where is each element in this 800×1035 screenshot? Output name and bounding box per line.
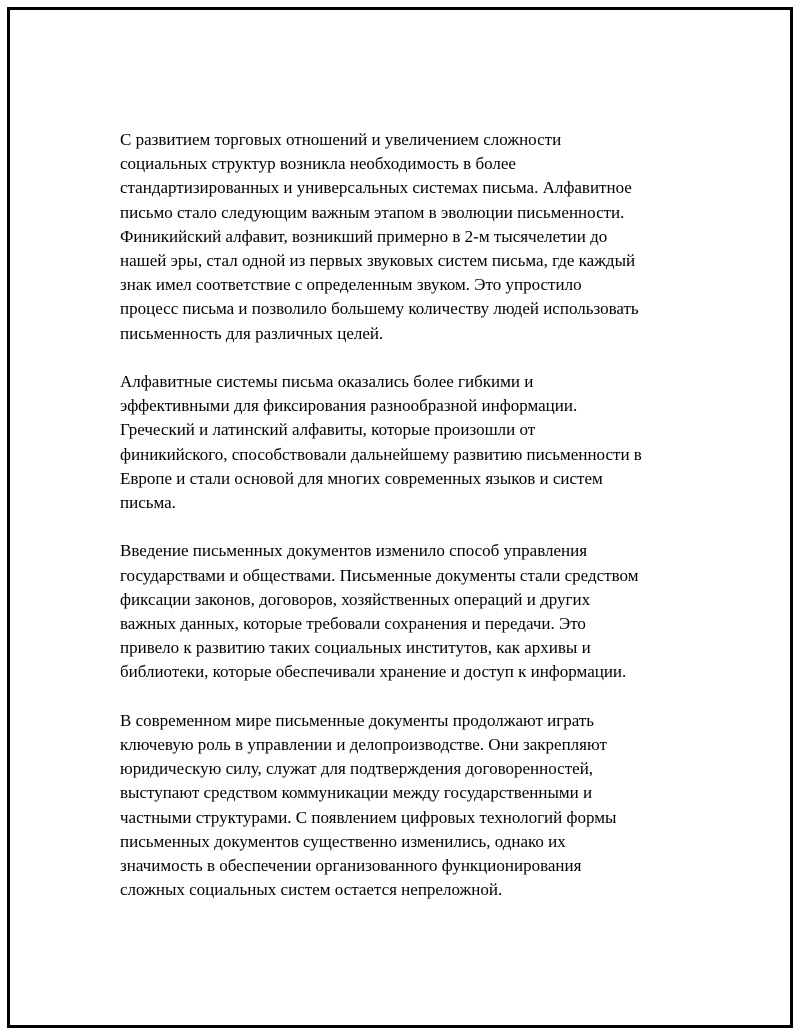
text-line: библиотеки, которые обеспечивали хранение и доступ к информации.	[120, 662, 627, 682]
text-line: С развитием торговых отношений и увеличением сложности	[120, 130, 562, 149]
text-line: юридическую силу, служат для подтверждения договоренностей,	[120, 759, 594, 779]
text-line: Европе и стали основой для многих современных языков и систем	[120, 468, 603, 488]
text-line: выступают средством коммуникации между государственными и	[120, 783, 593, 803]
paragraph-1	[120, 128, 700, 346]
text-line: государствами и обществами. Письменные документы стали средством	[120, 565, 639, 585]
text-line: Греческий и латинский алфавиты, которые произошли от	[120, 420, 536, 440]
text-line: В современном мире письменные документы продолжают играть	[120, 710, 595, 730]
text-line: стандартизированных и универсальных системах письма. Алфавитное	[120, 178, 632, 198]
text-line: письмо стало следующим важным этапом в эволюции письменности.	[120, 202, 625, 222]
page-frame	[7, 7, 793, 1028]
text-line: эффективными для фиксирования разнообразной информации.	[120, 396, 578, 416]
paragraph-4	[120, 709, 700, 903]
text-line: письма.	[120, 493, 176, 513]
text-line: Алфавитные системы письма оказались более гибкими и	[120, 372, 534, 392]
text-line: важных данных, которые требовали сохранения и передачи. Это	[120, 614, 586, 634]
paragraph-2	[120, 370, 700, 515]
text-line: Введение письменных документов изменило способ управления	[120, 541, 588, 561]
text-line: процесс письма и позволило большему количеству людей использовать	[120, 299, 639, 319]
text-line: нашей эры, стал одной из первых звуковых систем письма, где каждый	[120, 251, 636, 271]
text-line: частными структурами. С появлением цифровых технологий формы	[120, 807, 617, 827]
text-line: привело к развитию таких социальных институтов, как архивы и	[120, 638, 591, 658]
text-line: ключевую роль в управлении и делопроизводстве. Они закрепляют	[120, 735, 607, 755]
text-line: письменность для различных целей.	[120, 323, 384, 343]
document-body	[120, 128, 700, 927]
paragraph-3	[120, 539, 700, 684]
text-line: письменных документов существенно изменились, однако их	[120, 831, 566, 851]
text-line: значимость в обеспечении организованного функционирования	[120, 856, 582, 876]
text-line: фиксации законов, договоров, хозяйственных операций и других	[120, 589, 591, 609]
text-line: сложных социальных систем остается непреложной.	[120, 880, 503, 900]
text-line: знак имел соответствие с определенным звуком. Это упростило	[120, 275, 582, 295]
text-line: финикийского, способствовали дальнейшему развитию письменности в	[120, 444, 642, 464]
text-line: Финикийский алфавит, возникший примерно в 2-м тысячелетии до	[120, 226, 608, 246]
text-line: социальных структур возникла необходимость в более	[120, 154, 516, 174]
